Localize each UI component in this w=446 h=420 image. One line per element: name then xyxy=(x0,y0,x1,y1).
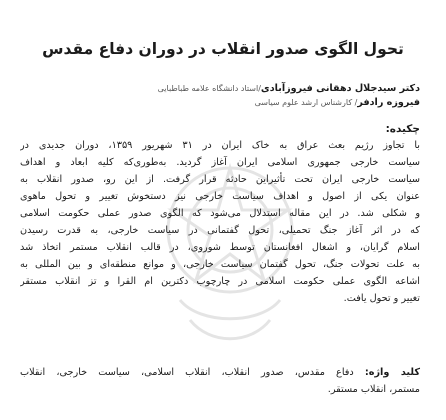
keywords-label: کلید واژه: xyxy=(364,367,420,378)
author-affiliation: /استاد دانشگاه علامه طباطبایی xyxy=(157,84,261,93)
author-name: دکتر سیدجلال دهقانی فیروزآبادی xyxy=(260,83,420,94)
abstract-heading: چکیده: xyxy=(385,123,420,135)
abstract-line: با تجاوز رژیم بعث عراق به خاک ایران در ۳۱ شهریور ۱۳۵۹، دوران جدیدی در xyxy=(20,140,420,151)
abstract-line: تغییر و تحول یافت. xyxy=(343,293,420,305)
abstract-line: سیاست خارجی ایران تحت تأثیراین حادثه قرار گرفت. از این رو، صدور انقلاب به xyxy=(20,174,420,186)
article-title: تحول الگوی صدور انقلاب در دوران دفاع مقدس xyxy=(42,40,404,58)
author-list xyxy=(158,82,420,110)
abstract-line: به علت تحولات جنگ، تحول گفتمان سیاست خارجی، و موانع منطقه‌ای و بین المللی به xyxy=(20,259,420,271)
keywords-line: مستمر، انقلاب مستقر. xyxy=(327,384,420,395)
keywords-line xyxy=(20,364,420,381)
abstract-line: اشاعه الگوی عملی حکومت اسلامی در چارچوب دکترین ام القرا و تز انقلاب مستقر xyxy=(20,276,420,288)
keywords-block xyxy=(20,364,420,398)
author-affiliation: / کارشناس ارشد علوم سیاسی xyxy=(254,98,358,107)
abstract-line: سیاست خارجی جمهوری اسلامی ایران آغاز گردید. به‌طوری‌که کلیه ابعاد و اهداف xyxy=(20,157,420,169)
abstract-line: عنوان یکی از اصول و اهداف سیاست خارجی نیز دستخوش تغییر و تحول ماهوی xyxy=(20,191,420,203)
author-line xyxy=(158,96,420,110)
keywords-text: دفاع مقدس، صدور انقلاب، انقلاب اسلامی، سیاست خارجی، انقلاب xyxy=(20,367,354,378)
abstract-line: که در اثر آغاز جنگ تحمیلی، تحول گفتمانی در سیاست خارجی، به قدرت رسیدن xyxy=(20,225,420,237)
abstract-body xyxy=(20,137,420,307)
abstract-line: و شکلی شد. در این مقاله استدلال می‌شود که الگوی صدور عملی حکومت اسلامی xyxy=(20,208,420,220)
author-name: فیروزه رادفر xyxy=(357,97,420,108)
author-line xyxy=(158,82,420,96)
abstract-line: اسلام گرایان، و اشغال افغانستان توسط شوروی، در قالب انقلاب مستمر اتخاذ شد xyxy=(20,242,420,254)
